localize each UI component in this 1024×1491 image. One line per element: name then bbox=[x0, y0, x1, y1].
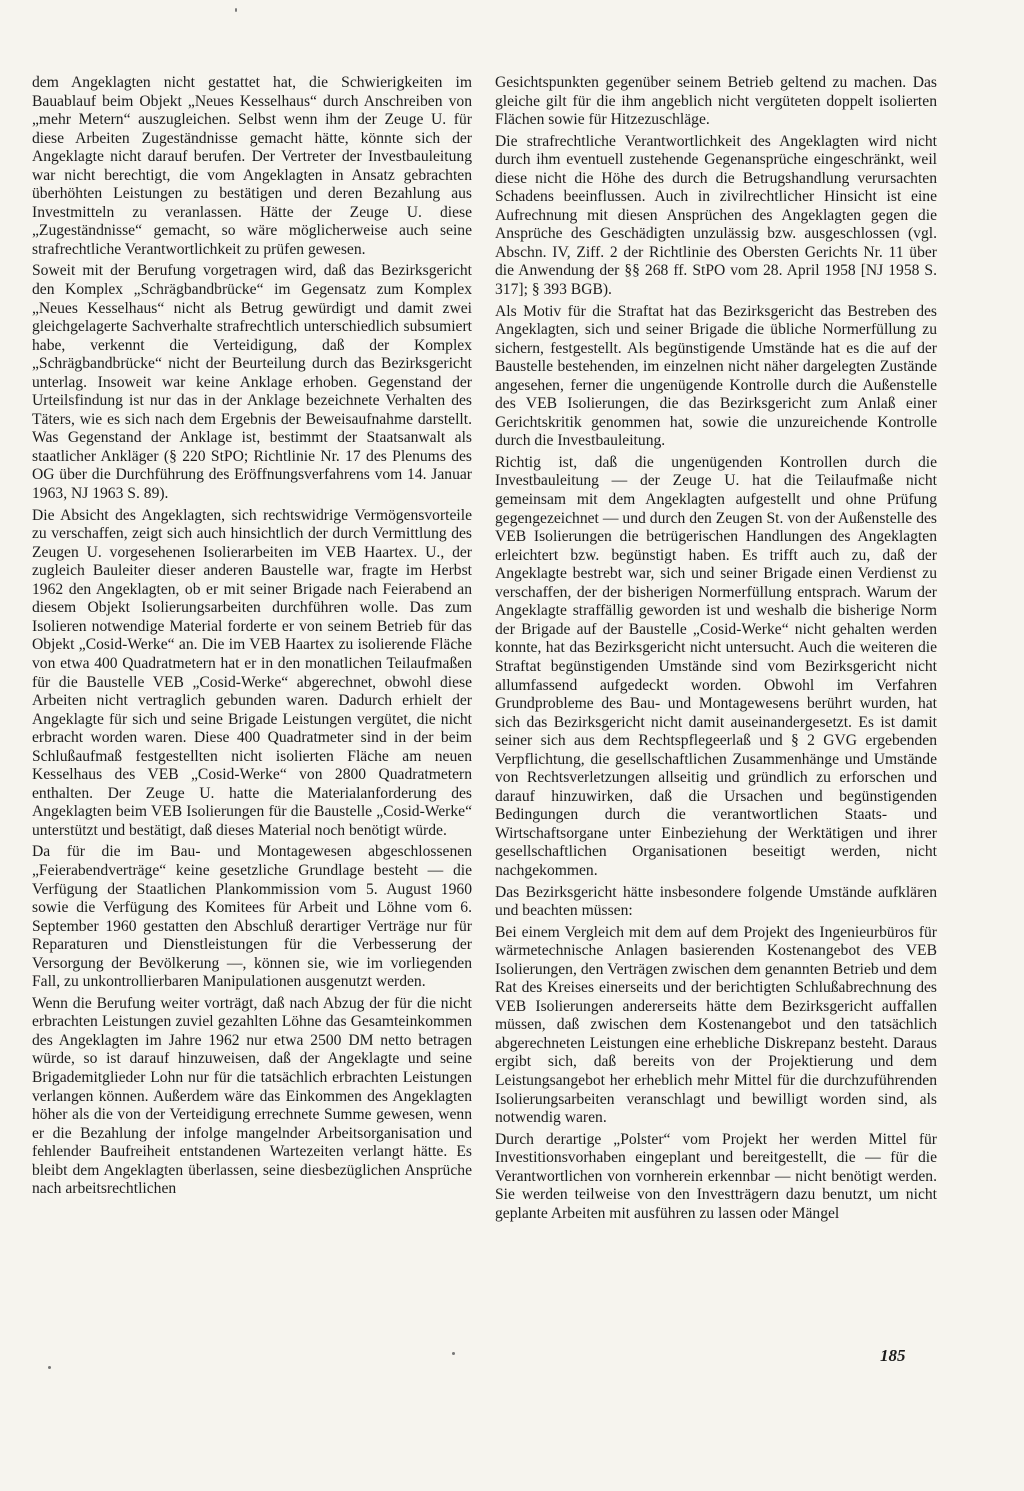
scan-speck bbox=[235, 8, 237, 12]
paragraph: Soweit mit der Berufung vorgetragen wird, daß das Bezirksgericht den Komplex „Schrägbandbrücke“ im Gegensatz zum Komplex „Neues Kesselhaus“ nicht als Betrug gewürdigt und damit zwei gleichgelagerte Sachverhalte strafrechtlich unterschiedlich subsumiert habe, verkennt die Verteidigung, daß der Komplex „Schrägbandbrücke“ nicht der Beurteilung durch das Bezirksgericht unterlag. Insoweit war keine Anklage erhoben. Gegenstand der Urteilsfindung ist nur das in der Anklage bezeichnete Verhalten des Täters, wie es sich nach dem Ergebnis der Beweisaufnahme darstellt. Was Gegenstand der Anklage ist, bestimmt der Staatsanwalt als staatlicher Ankläger (§ 220 StPO; Richtlinie Nr. 17 des Plenums des OG über die Durchführung des Eröffnungsverfahrens vom 14. Januar 1963, NJ 1963 S. 89). bbox=[32, 262, 472, 503]
paragraph: Gesichtspunkten gegenüber seinem Betrieb geltend zu machen. Das gleiche gilt für die ihm angeblich nicht vergüteten doppelt isolierten Flächen sowie für Hitzezuschläge. bbox=[495, 74, 937, 129]
paragraph: Bei einem Vergleich mit dem auf dem Projekt des Ingenieurbüros für wärmetechnische Anlagen basierenden Kostenangebot des VEB Isolierungen, den Verträgen zwischen dem genannten Betrieb und dem Rat des Kreises einerseits und der berichtigten Schlußabrechnung des VEB Isolierungen andererseits hätte dem Bezirksgericht auffallen müssen, daß zwischen dem Kostenangebot und den tatsächlich abgerechneten Leistungen eine erhebliche Diskrepanz besteht. Daraus ergibt sich, daß bereits von der Projektierung und dem Leistungsangebot her erheblich mehr Mittel für die durchzuführenden Isolierungsarbeiten veranschlagt und bewilligt worden sind, als notwendig waren. bbox=[495, 923, 937, 1127]
paragraph: Durch derartige „Polster“ vom Projekt her werden Mittel für Investitionsvorhaben eingeplant und bereitgestellt, die — für die Verantwortlichen von vornherein erkennbar — nicht benötigt werden. Sie werden teilweise von den Investträgern dazu benutzt, um nicht geplante Arbeiten mit ausführen zu lassen oder Mängel bbox=[495, 1130, 937, 1222]
paragraph: Richtig ist, daß die ungenügenden Kontrollen durch die Investbauleitung — der Zeuge U. hat die Teilaufmaße nicht gemeinsam mit dem Angeklagten aufgestellt und ohne Prüfung gegengezeichnet — und durch den Zeugen St. von der Außenstelle des VEB Isolierungen die betrügerischen Handlungen des Angeklagten erleichtert bzw. begünstigt haben. Es trifft auch zu, daß der Angeklagte bestrebt war, sich und seiner Brigade einen Verdienst zu verschaffen, der der bisherigen Normerfüllung entsprach. Warum der Angeklagte straffällig geworden ist und weshalb die bisherige Norm der Brigade auf der Baustelle „Cosid-Werke“ nicht gehalten werden konnte, hat das Bezirksgericht nicht untersucht. Auch die weiteren die Straftat begünstigenden Umstände sind vom Bezirksgericht nicht allumfassend aufgedeckt worden. Obwohl im Verfahren Grundprobleme des Bau- und Montagewesens berührt wurden, hat sich das Bezirksgericht nicht damit auseinandergesetzt. Es ist damit seiner sich aus dem Rechtspflegeerlaß und § 2 GVG ergebenden Verpflichtung, die gesellschaftlichen Zusammenhänge und Umstände von Rechtsverletzungen allseitig und gründlich zu erforschen und darauf hinzuwirken, daß die Ursachen und begünstigenden Bedingungen durch die verantwortlichen Staats- und Wirtschaftsorgane unter Einbeziehung der Werktätigen und ihrer gesellschaftlichen Organisationen beseitigt werden, nicht nachgekommen. bbox=[495, 453, 937, 879]
scan-speck bbox=[452, 1352, 455, 1355]
paragraph: Die strafrechtliche Verantwortlichkeit des Angeklagten wird nicht durch ihm eventuell zustehende Gegenansprüche eingeschränkt, weil diese nicht die Höhe des durch die Betrugshandlung verursachten Schadens beeinflussen. Auch in zivilrechtlicher Hinsicht ist eine Aufrechnung mit diesen Ansprüchen des Angeklagten gegen die Ansprüche des Geschädigten unzulässig bzw. ausgeschlossen (vgl. Abschn. IV, Ziff. 2 der Richtlinie des Obersten Gerichts Nr. 11 über die Anwendung der §§ 268 ff. StPO vom 28. April 1958 [NJ 1958 S. 317]; § 393 BGB). bbox=[495, 132, 937, 299]
paragraph: Da für die im Bau- und Montagewesen abgeschlossenen „Feierabendverträge“ keine gesetzliche Grundlage besteht — die Verfügung der Staatlichen Plankommission vom 5. August 1960 sowie die Verfügung des Komitees für Arbeit und Löhne vom 6. September 1960 gestatten den Abschluß derartiger Verträge nur für Reparaturen und Dienstleistungen für die Verbesserung der Versorgung der Bevölkerung —, können sie, wie im vorliegenden Fall, zu unkontrollierbaren Manipulationen ausgenutzt werden. bbox=[32, 843, 472, 991]
text-column-right bbox=[495, 74, 937, 1226]
page-number: 185 bbox=[880, 1346, 906, 1365]
paragraph: Das Bezirksgericht hätte insbesondere folgende Umstände aufklären und beachten müssen: bbox=[495, 883, 937, 920]
text-column-left bbox=[32, 74, 472, 1202]
paragraph: Die Absicht des Angeklagten, sich rechtswidrige Vermögensvorteile zu verschaffen, zeigt sich auch hinsichtlich der durch Vermittlung des Zeugen U. vorgesehenen Isolierarbeiten im VEB Haartex. U., der zugleich Bauleiter dieser anderen Baustelle war, fragte im Herbst 1962 den Angeklagten, ob er mit seiner Brigade nach Feierabend an diesem Objekt Isolierungsarbeiten durchführen wolle. Das zum Isolieren notwendige Material forderte er von seinem Betrieb für das Objekt „Cosid-Werke“ an. Die im VEB Haartex zu isolierende Fläche von etwa 400 Quadratmetern hat er in den monatlichen Teilaufmaßen für die Baustelle VEB „Cosid-Werke“ abgerechnet, obwohl diese Arbeiten nicht vertraglich gebunden waren. Dadurch erhielt der Angeklagte für sich und seine Brigade Leistungen vergütet, die nicht erbracht worden waren. Diese 400 Quadratmeter sind in der beim Schlußaufmaß festgestellten nicht isolierten Fläche am neuen Kesselhaus des VEB „Cosid-Werke“ von 2800 Quadratmetern enthalten. Der Zeuge U. hatte die Materialanforderung des Angeklagten beim VEB Isolierungen für die Baustelle „Cosid-Werke“ unterstützt und bestätigt, daß dieses Material noch benötigt würde. bbox=[32, 506, 472, 839]
paragraph: Wenn die Berufung weiter vorträgt, daß nach Abzug der für die nicht erbrachten Leistungen zuviel gezahlten Löhne das Gesamteinkommen des Angeklagten im Jahre 1962 nur etwa 2500 DM netto betragen würde, so ist darauf hinzuweisen, daß der Angeklagte und seine Brigademitglieder Lohn nur für die tatsächlich erbrachten Leistungen verlangen können. Außerdem wäre das Einkommen des Angeklagten höher als die von der Verteidigung errechnete Summe gewesen, wenn er die Bezahlung der infolge mangelnder Arbeitsorganisation und fehlender Baufreiheit entstandenen Wartezeiten verlangt hätte. Es bleibt dem Angeklagten überlassen, seine diesbezüglichen Ansprüche nach arbeitsrechtlichen bbox=[32, 994, 472, 1198]
paragraph: dem Angeklagten nicht gestattet hat, die Schwierigkeiten im Bauablauf beim Objekt „Neues Kesselhaus“ durch Anschreiben von „mehr Metern“ auszugleichen. Selbst wenn ihm der Zeuge U. für diese Arbeiten Zugeständnisse gemacht hätte, könnte sich der Angeklagte nicht darauf berufen. Der Vertreter der Investbauleitung war nicht berechtigt, die vom Angeklagten in Ansatz gebrachten überhöhten Leistungen zu bestätigen und deren Bezahlung aus Investmitteln zu veranlassen. Hätte der Zeuge U. diese „Zugeständnisse“ gemacht, so wäre möglicherweise auch seine strafrechtliche Verantwortlichkeit zu prüfen gewesen. bbox=[32, 74, 472, 258]
paragraph: Als Motiv für die Straftat hat das Bezirksgericht das Bestreben des Angeklagten, sich und seiner Brigade die übliche Normerfüllung zu sichern, festgestellt. Als begünstigende Umstände hat es die auf der Baustelle bestehenden, im einzelnen nicht näher dargelegten Zustände angesehen, ferner die ungenügende Kontrolle durch die Außenstelle des VEB Isolierungen, die das Bezirksgericht zum Anlaß einer Gerichtskritik genommen hat, sowie die unzureichende Kontrolle durch die Investbauleitung. bbox=[495, 302, 937, 450]
scan-speck bbox=[48, 1366, 51, 1369]
